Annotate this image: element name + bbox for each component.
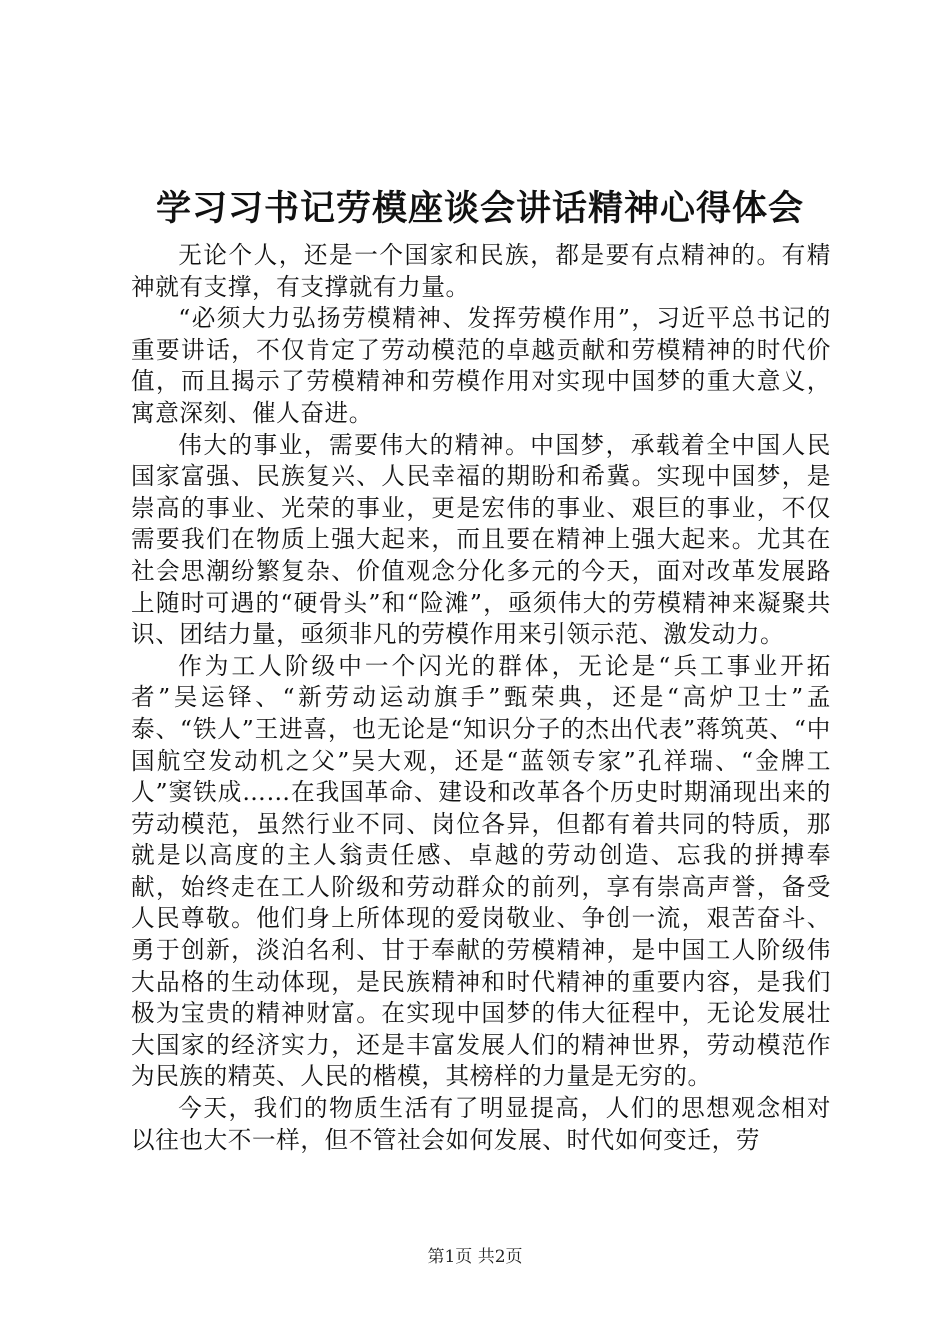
- document-title: 学习习书记劳模座谈会讲话精神心得体会: [155, 188, 804, 229]
- body-paragraph: 伟大的事业，需要伟大的精神。中国梦，承载着全中国人民国家富强、民族复兴、人民幸福的期盼和希冀。实现中国梦，是崇高的事业、光荣的事业，更是宏伟的事业、艰巨的事业，不仅需要我们在物质上强大起来，而且要在精神上强大起来。尤其在社会思潮纷繁复杂、价值观念分化多元的今天，面对改革发展路上随时可遇的“硬骨头”和“险滩”，亟须伟大的劳模精神来凝聚共识、团结力量，亟须非凡的劳模作用来引领示范、激发动力。: [131, 430, 831, 649]
- document-body: [131, 240, 831, 1156]
- body-paragraph: “必须大力弘扬劳模精神、发挥劳模作用”，习近平总书记的重要讲话，不仅肯定了劳动模范的卓越贡献和劳模精神的时代价值，而且揭示了劳模精神和劳模作用对实现中国梦的重大意义，寓意深刻、催人奋进。: [131, 304, 831, 427]
- body-paragraph: 今天，我们的物质生活有了明显提高，人们的思想观念相对以往也大不一样，但不管社会如何发展、时代如何变迁，劳: [131, 1094, 831, 1154]
- body-paragraph: 作为工人阶级中一个闪光的群体，无论是“兵工事业开拓者”吴运铎、“新劳动运动旗手”甄荣典，还是“高炉卫士”孟泰、“铁人”王进喜，也无论是“知识分子的杰出代表”蒋筑英、“中国航空发动机之父”吴大观，还是“蓝领专家”孔祥瑞、“金牌工人”窦铁成……在我国革命、建设和改革各个历史时期涌现出来的劳动模范，虽然行业不同、岗位各异，但都有着共同的特质，那就是以高度的主人翁责任感、卓越的劳动创造、忘我的拼搏奉献，始终走在工人阶级和劳动群众的前列，享有崇高声誉，备受人民尊敬。他们身上所体现的爱岗敬业、争创一流，艰苦奋斗、勇于创新，淡泊名利、甘于奉献的劳模精神，是中国工人阶级伟大品格的生动体现，是民族精神和时代精神的重要内容，是我们极为宝贵的精神财富。在实现中国梦的伟大征程中，无论发展壮大国家的经济实力，还是丰富发展人们的精神世界，劳动模范作为民族的精英、人民的楷模，其榜样的力量是无穷的。: [131, 651, 831, 1091]
- body-paragraph: 无论个人，还是一个国家和民族，都是要有点精神的。有精神就有支撑，有支撑就有力量。: [131, 241, 831, 301]
- page-footer: 第1页 共2页: [427, 1247, 523, 1267]
